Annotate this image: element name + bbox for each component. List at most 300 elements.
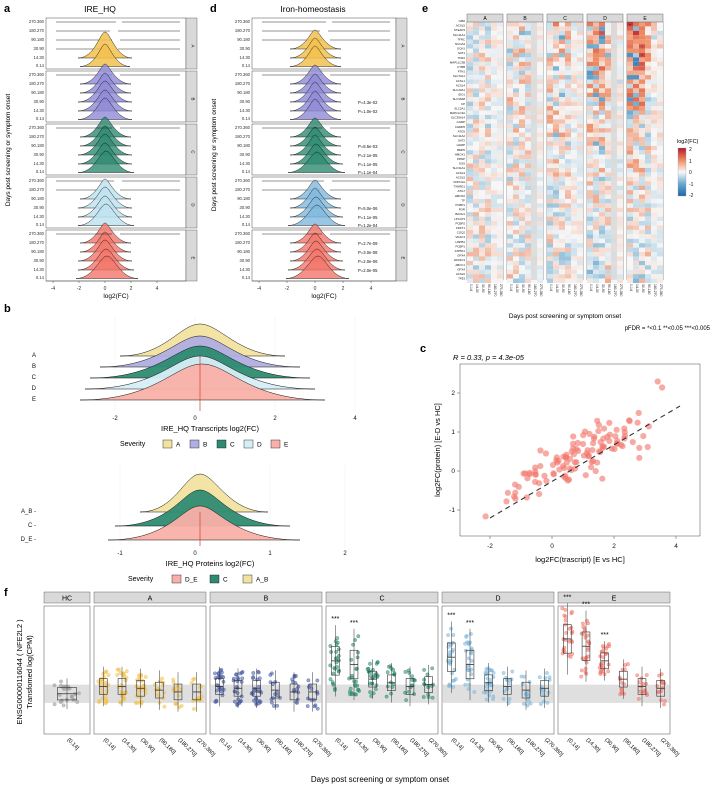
heatmap-cell [657,159,663,163]
heatmap-cell [657,270,663,274]
heatmap-cell [577,234,583,238]
heatmap-cell [605,80,611,84]
scatter-point [532,465,538,471]
panel-f-data-point [255,678,258,681]
heatmap-cell [559,181,565,185]
heatmap-cell [605,88,611,92]
heatmap-cell [467,133,473,137]
heatmap-cell [559,159,565,163]
panel-f-data-point [467,683,470,686]
heatmap-cell [553,181,559,185]
panel-f-data-point [656,684,659,687]
svg-text:AKR1C3: AKR1C3 [453,258,465,263]
heatmap-cell [497,93,503,97]
heatmap-cell [507,208,513,212]
heatmap-significance: * [635,63,637,67]
heatmap-cell [473,62,479,66]
heatmap-cell [645,177,651,181]
heatmap-cell [633,274,639,278]
heatmap-cell [513,221,519,225]
heatmap-cell [593,97,599,101]
heatmap-cell [479,115,485,119]
panel-f-data-point [270,672,273,675]
heatmap-cell [577,128,583,132]
heatmap-cell [547,225,553,229]
heatmap-cell [627,133,633,137]
heatmap-cell [617,164,623,168]
heatmap-cell [537,150,543,154]
heatmap-cell [657,128,663,132]
heatmap-cell [473,274,479,278]
svg-text:2: 2 [451,390,455,397]
panel-f-data-point [307,679,310,682]
heatmap-cell [565,265,571,269]
heatmap-cell [577,252,583,256]
panel-a-strip-D: D [190,203,196,207]
panel-b-top-legend-B: B [203,441,208,449]
heatmap-cell [467,230,473,234]
panel-f-data-point [467,668,470,671]
heatmap-cell [507,243,513,247]
heatmap-cell [479,186,485,190]
scatter-point [595,428,601,434]
heatmap-cell [479,203,485,207]
heatmap-cell [467,102,473,106]
panel-f-data-point [116,668,119,671]
heatmap-cell [657,195,663,199]
heatmap-cell [639,88,645,92]
heatmap-cell [553,35,559,39]
heatmap-cell [639,252,645,256]
panel-f-data-point [255,689,258,692]
heatmap-cell [559,199,565,203]
panel-f-data-point [157,694,160,697]
heatmap-cell [513,22,519,26]
heatmap-cell [605,62,611,66]
heatmap-cell [617,35,623,39]
scatter-point [571,451,577,457]
heatmap-cell [605,195,611,199]
panel-f-data-point [174,702,177,705]
panel-f-xtick-label: (90,180] [157,737,177,756]
heatmap-cell [479,40,485,44]
heatmap-cell [553,84,559,88]
heatmap-cell [473,53,479,57]
heatmap-cell [513,265,519,269]
heatmap-cell [467,128,473,132]
heatmap-cell [485,22,491,26]
heatmap-cell [627,274,633,278]
heatmap-cell [525,234,531,238]
panel-f-data-point [241,677,244,680]
heatmap-cell [605,190,611,194]
heatmap-cell [587,274,593,278]
heatmap-cell [473,177,479,181]
heatmap-cell [565,31,571,35]
heatmap-cell [587,199,593,203]
heatmap-cell [593,243,599,247]
heatmap-cell [537,49,543,53]
heatmap-cell [525,97,531,101]
heatmap-cell [553,230,559,234]
heatmap-cell [513,155,519,159]
heatmap-cell [553,186,559,190]
panel-c-letter: c [420,343,427,355]
panel-a-strip-A: A [190,44,196,48]
heatmap-cell [565,225,571,229]
heatmap-cell [479,261,485,265]
heatmap-cell [645,26,651,30]
heatmap-cell [519,115,525,119]
heatmap-cell [645,230,651,234]
panel-d-pvalue-D-3: P=1.2e-04 [358,223,378,228]
heatmap-cell [497,80,503,84]
heatmap-cell [519,186,525,190]
panel-f-xtick-label: (30,90] [487,737,504,754]
heatmap-cell [605,106,611,110]
heatmap-cell [553,137,559,141]
heatmap-cell [485,256,491,260]
heatmap-cell [485,164,491,168]
heatmap-cell [657,279,663,283]
heatmap-cell [513,270,519,274]
heatmap-cell [497,256,503,260]
heatmap-cell [559,239,565,243]
heatmap-cell [485,26,491,30]
heatmap-cell [467,261,473,265]
heatmap-cell [565,40,571,44]
heatmap-cell [639,190,645,194]
svg-text:CAMP: CAMP [456,120,465,125]
svg-text:-1: -1 [117,551,123,557]
heatmap-cell [605,124,611,128]
heatmap-cell [485,141,491,145]
heatmap-cell [633,186,639,190]
heatmap-cell [633,270,639,274]
heatmap-cell [599,75,605,79]
heatmap-cell [565,234,571,238]
heatmap-cell [467,186,473,190]
panel-e-xtick-label: 180-270 [533,284,537,297]
panel-d-pvalue-D-2: P=1.1e-05 [358,215,378,220]
heatmap-cell [497,279,503,283]
heatmap-cell [657,190,663,194]
panel-f-data-point [252,675,255,678]
heatmap-cell [565,172,571,176]
heatmap-cell [599,106,605,110]
heatmap-cell [565,279,571,283]
heatmap-cell [525,115,531,119]
panel-f-data-point [449,627,452,630]
heatmap-cell [627,115,633,119]
heatmap-cell [537,252,543,256]
panel-f-xtick-label: (90,180] [505,737,525,756]
panel-f-facet-box [558,606,670,734]
heatmap-cell [627,84,633,88]
heatmap-cell [519,84,525,88]
heatmap-cell [467,93,473,97]
panel-f-data-point [215,700,218,703]
panel-f-data-point [176,685,179,688]
panel-e-xtick-label: 30-90 [641,284,645,293]
heatmap-cell [519,256,525,260]
heatmap-cell [565,44,571,48]
heatmap-cell [577,133,583,137]
heatmap-cell [519,172,525,176]
heatmap-cell [485,80,491,84]
heatmap-cell [473,44,479,48]
heatmap-cell [639,124,645,128]
svg-text:BACH1: BACH1 [455,212,465,217]
panel-f-xtick-label: (0,14] [333,737,349,752]
heatmap-cell [565,221,571,225]
heatmap-cell [559,146,565,150]
panel-f-data-point [453,668,456,671]
heatmap-cell [645,146,651,150]
heatmap-cell [605,225,611,229]
heatmap-cell [577,84,583,88]
heatmap-cell [547,31,553,35]
panel-f-data-point [543,689,546,692]
svg-text:PCBP2: PCBP2 [455,221,465,226]
heatmap-cell [537,146,543,150]
heatmap-cell [565,35,571,39]
heatmap-cell [467,279,473,283]
heatmap-cell [605,40,611,44]
heatmap-cell [627,181,633,185]
heatmap-cell [507,150,513,154]
panel-f-ylabel-line1: ENSG00000116044 ( NFE2L2 ) [15,619,24,725]
heatmap-cell [479,217,485,221]
heatmap-cell [547,57,553,61]
heatmap-cell [547,190,553,194]
heatmap-cell [587,44,593,48]
heatmap-cell [657,164,663,168]
heatmap-cell [593,212,599,216]
heatmap-cell [507,177,513,181]
heatmap-cell [559,22,565,26]
heatmap-cell [553,208,559,212]
scatter-point [636,445,642,451]
panel-f-xtick-label: (30,90] [603,737,620,754]
heatmap-cell [525,137,531,141]
heatmap-cell [485,110,491,114]
heatmap-cell [473,84,479,88]
heatmap-cell [525,66,531,70]
heatmap-missing-column [531,22,537,280]
heatmap-cell [513,75,519,79]
panel-f-data-point [238,700,241,703]
heatmap-cell [525,49,531,53]
panel-f-data-point [623,668,626,671]
svg-text:14.30: 14.30 [33,161,44,166]
heatmap-cell [537,133,543,137]
heatmap-cell [547,44,553,48]
heatmap-cell [565,119,571,123]
heatmap-cell [633,40,639,44]
heatmap-cell [467,71,473,75]
heatmap-cell [537,35,543,39]
heatmap-cell [485,75,491,79]
heatmap-cell [473,106,479,110]
heatmap-cell [497,243,503,247]
heatmap-cell [577,22,583,26]
heatmap-significance: * [641,45,643,49]
panel-f-data-point [180,704,183,707]
heatmap-cell [639,71,645,75]
panel-f-data-point [451,679,454,682]
heatmap-cell [497,71,503,75]
heatmap-cell [657,248,663,252]
heatmap-cell [559,35,565,39]
heatmap-cell [633,137,639,141]
heatmap-cell [485,124,491,128]
heatmap-cell [513,35,519,39]
heatmap-cell [639,97,645,101]
svg-text:90.180: 90.180 [31,143,44,148]
heatmap-cell [479,66,485,70]
scatter-point [582,429,588,435]
heatmap-cell [593,239,599,243]
heatmap-cell [617,279,623,283]
heatmap-cell [497,106,503,110]
heatmap-cell [519,168,525,172]
svg-text:HSPB1: HSPB1 [455,239,465,244]
svg-text:14.30: 14.30 [239,55,250,60]
svg-text:HMOX1: HMOX1 [454,152,465,157]
heatmap-cell [525,22,531,26]
panel-d-strip-B: B [400,97,406,101]
heatmap-cell [479,190,485,194]
heatmap-cell [627,80,633,84]
heatmap-cell [633,155,639,159]
svg-text:180.270: 180.270 [28,28,44,33]
heatmap-cell [513,150,519,154]
panel-b-top-legend [120,440,289,449]
heatmap-cell [485,119,491,123]
heatmap-cell [519,80,525,84]
heatmap-cell [593,217,599,221]
heatmap-cell [645,106,651,110]
panel-f-data-point [431,667,434,670]
heatmap-cell [473,248,479,252]
heatmap-cell [593,230,599,234]
heatmap-cell [645,119,651,123]
heatmap-cell [473,49,479,53]
heatmap-cell [633,71,639,75]
panel-f-data-point [62,704,65,707]
heatmap-cell [559,137,565,141]
heatmap-cell [593,102,599,106]
heatmap-cell [467,110,473,114]
heatmap-cell [639,155,645,159]
heatmap-cell [537,141,543,145]
heatmap-cell [513,84,519,88]
heatmap-cell [547,274,553,278]
svg-text:90.180: 90.180 [31,249,44,254]
heatmap-cell [553,62,559,66]
heatmap-cell [525,248,531,252]
heatmap-cell [565,110,571,114]
panel-f-data-point [335,657,338,660]
svg-text:0: 0 [451,468,455,475]
panel-e-xtick-label: 30-90 [601,284,605,293]
heatmap-cell [519,190,525,194]
heatmap-cell [657,115,663,119]
panel-f-xtick-label: (270,360] [659,737,680,758]
svg-text:0.14: 0.14 [35,275,44,280]
panel-f-data-point [354,693,357,696]
heatmap-cell [587,186,593,190]
heatmap-cell [565,66,571,70]
svg-text:PCBP1: PCBP1 [455,244,465,249]
heatmap-cell [485,53,491,57]
heatmap-cell [507,261,513,265]
heatmap-cell [577,239,583,243]
heatmap-cell [479,35,485,39]
heatmap-cell [639,115,645,119]
panel-e-letter: e [422,3,429,15]
scatter-point [630,439,636,445]
heatmap-cell [559,279,565,283]
heatmap-cell [605,97,611,101]
heatmap-cell [627,159,633,163]
heatmap-cell [513,164,519,168]
panel-f-data-point [485,685,488,688]
heatmap-cell [639,159,645,163]
heatmap-cell [617,159,623,163]
svg-text:30.90: 30.90 [239,46,250,51]
heatmap-cell [657,181,663,185]
heatmap-cell [513,186,519,190]
heatmap-cell [479,75,485,79]
panel-c-xticks [487,543,678,550]
heatmap-cell [473,239,479,243]
heatmap-cell [657,66,663,70]
heatmap-cell [507,248,513,252]
heatmap-cell [479,146,485,150]
heatmap-cell [645,234,651,238]
heatmap-cell [485,186,491,190]
heatmap-cell [559,274,565,278]
heatmap-cell [577,106,583,110]
heatmap-cell [627,230,633,234]
heatmap-cell [657,93,663,97]
heatmap-cell [599,203,605,207]
panel-f-data-point [101,697,104,700]
heatmap-cell [547,168,553,172]
panel-f-facet-box [326,606,438,734]
heatmap-cell [599,177,605,181]
heatmap-cell [507,159,513,163]
heatmap-cell [497,75,503,79]
heatmap-cell [565,230,571,234]
heatmap-cell [507,230,513,234]
heatmap-cell [525,203,531,207]
heatmap-cell [479,49,485,53]
heatmap-cell [593,150,599,154]
heatmap-cell [479,177,485,181]
heatmap-cell [617,133,623,137]
heatmap-cell [565,248,571,252]
heatmap-cell [627,186,633,190]
heatmap-cell [639,102,645,106]
heatmap-cell [553,146,559,150]
panel-f-data-point [156,687,159,690]
heatmap-cell [519,102,525,106]
heatmap-cell [605,35,611,39]
heatmap-cell [467,270,473,274]
